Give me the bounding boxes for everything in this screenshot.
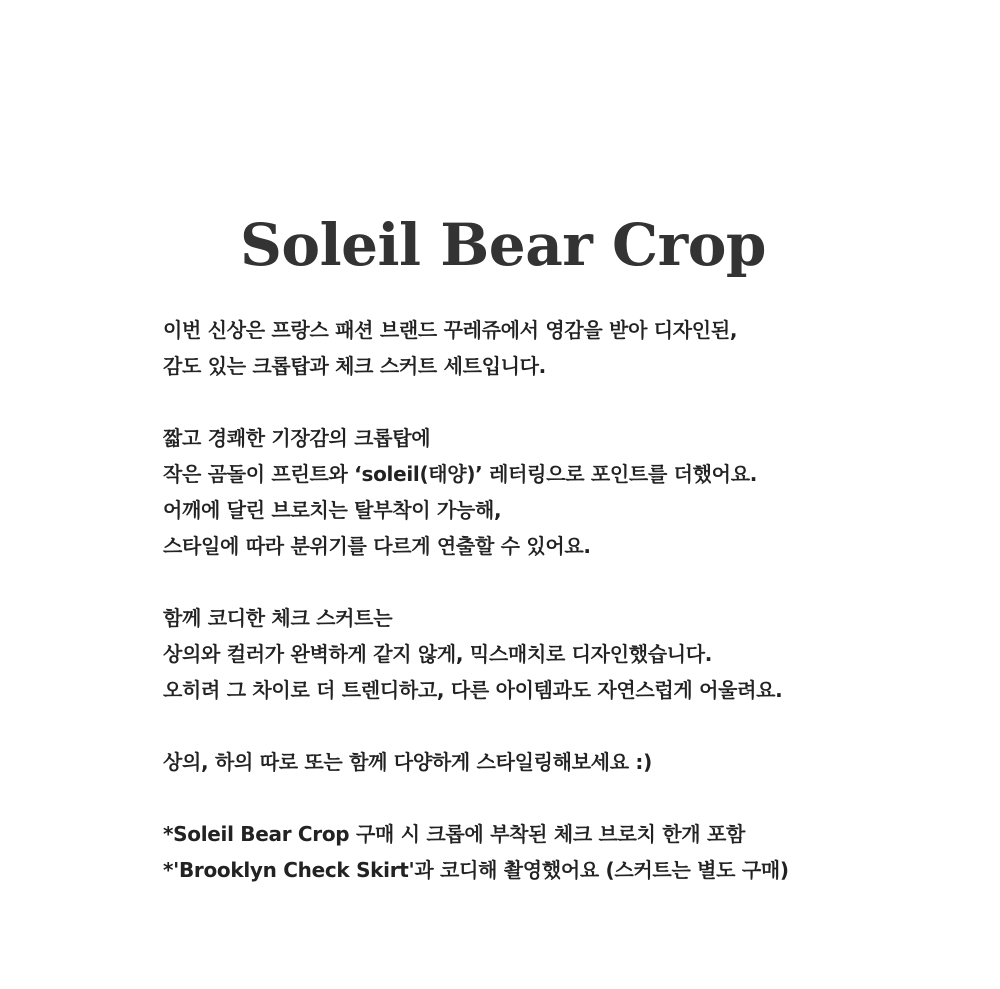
note-line: *'Brooklyn Check Skirt'과 코디해 촬영했어요 (스커트는 별도 구매) (163, 858, 789, 882)
text-line: 함께 코디한 체크 스커트는 (163, 606, 393, 630)
text-line: 어깨에 달린 브로치는 탈부착이 가능해, (163, 498, 502, 522)
styling-paragraph (163, 744, 963, 780)
text-line: 짧고 경쾌한 기장감의 크롭탑에 (163, 426, 431, 450)
skirt-paragraph (163, 600, 963, 708)
text-line: 상의와 컬러가 완벽하게 같지 않게, 믹스매치로 디자인했습니다. (163, 642, 713, 666)
text-line: 이번 신상은 프랑스 패션 브랜드 꾸레쥬에서 영감을 받아 디자인된, (163, 318, 738, 342)
intro-paragraph (163, 312, 963, 384)
description-body (163, 312, 963, 888)
text-line: 스타일에 따라 분위기를 다르게 연출할 수 있어요. (163, 534, 591, 558)
text-line: 작은 곰돌이 프린트와 ‘soleil(태양)’ 레터링으로 포인트를 더했어요. (163, 462, 758, 486)
product-title: Soleil Bear Crop (240, 211, 766, 279)
crop-top-paragraph (163, 420, 963, 564)
notes-paragraph (163, 816, 963, 888)
note-line: *Soleil Bear Crop 구매 시 크롭에 부착된 체크 브로치 한개 포함 (163, 822, 745, 846)
text-line: 감도 있는 크롭탑과 체크 스커트 세트입니다. (163, 354, 546, 378)
text-line: 오히려 그 차이로 더 트렌디하고, 다른 아이템과도 자연스럽게 어울려요. (163, 678, 783, 702)
text-line: 상의, 하의 따로 또는 함께 다양하게 스타일링해보세요 :) (163, 750, 652, 774)
